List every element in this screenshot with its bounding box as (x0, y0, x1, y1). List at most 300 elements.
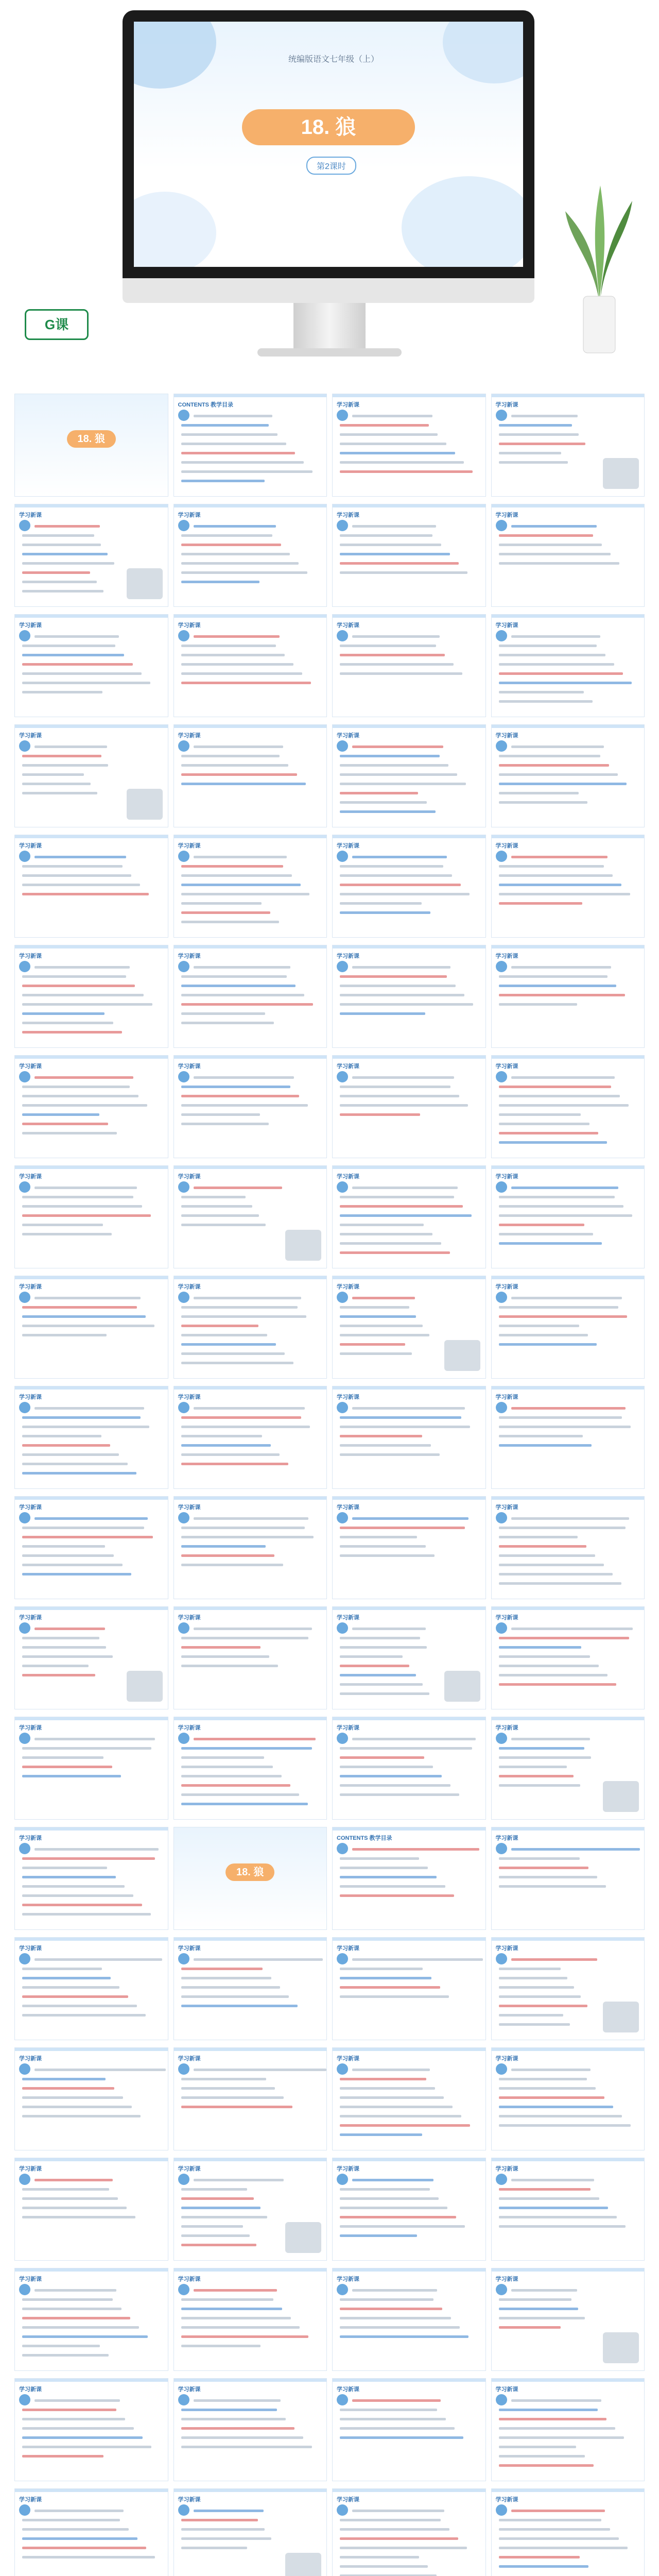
slide-text-line (22, 2216, 135, 2218)
slide-text-line (181, 2225, 243, 2228)
slide-text-line (181, 975, 287, 978)
slide-bullet-icon (19, 961, 30, 972)
slide-thumbnail[interactable] (14, 2268, 168, 2371)
slide-text-line (499, 2326, 561, 2329)
slide-text-line (181, 2427, 294, 2430)
slide-text-line (511, 2289, 577, 2292)
slide-thumbnail[interactable] (14, 2047, 168, 2150)
slide-thumbnail[interactable] (491, 614, 645, 717)
slide-text-line (340, 1095, 459, 1097)
slide-text-line (499, 1554, 595, 1557)
slide-text-line (22, 1214, 151, 1217)
slide-text-line (181, 1803, 308, 1805)
slide-text-line (511, 2069, 591, 2071)
slide-text-line (499, 1857, 580, 1860)
slide-text-line (499, 1444, 592, 1447)
slide-text-line (194, 525, 276, 528)
slide-text-line (499, 1205, 623, 1208)
slide-text-line (22, 1104, 147, 1107)
slide-bullet-icon (496, 1512, 507, 1523)
slide-text-line (22, 1536, 153, 1538)
slide-text-line (340, 1857, 419, 1860)
slide-text-line (352, 2179, 433, 2181)
slide-text-line (340, 2427, 455, 2430)
slide-section-label: 学习新课 (178, 622, 201, 629)
slide-thumbnail[interactable] (332, 1055, 486, 1158)
slide-text-line (340, 2298, 433, 2301)
slide-section-label: 学习新课 (495, 1394, 518, 1400)
slide-text-line (340, 792, 418, 794)
slide-thumbnail[interactable] (332, 1717, 486, 1820)
slide-thumbnail[interactable] (491, 2488, 645, 2576)
slide-text-line (22, 1205, 142, 1208)
slide-thumbnail[interactable] (491, 1165, 645, 1268)
slide-bullet-icon (178, 740, 189, 752)
slide-text-line (352, 1187, 458, 1189)
slide-text-line (22, 1564, 123, 1566)
slide-text-line (340, 911, 430, 914)
decor-blob (134, 192, 216, 267)
slide-text-line (340, 1683, 423, 1686)
slide-thumbnail[interactable] (14, 835, 168, 938)
slide-row (14, 2158, 645, 2261)
slide-text-line (181, 1453, 280, 1456)
slide-thumbnail[interactable] (174, 1717, 327, 1820)
slide-top-bar (492, 504, 645, 507)
slide-thumbnail[interactable] (14, 2488, 168, 2576)
slide-thumbnail[interactable] (332, 614, 486, 717)
slide-text-line (181, 902, 262, 905)
slide-text-line (340, 645, 436, 647)
slide-thumbnail[interactable] (332, 835, 486, 938)
slide-top-bar (333, 2489, 485, 2492)
slide-thumbnail[interactable] (174, 1496, 327, 1599)
slide-section-label: 学习新课 (178, 2497, 201, 2503)
slide-text-line (22, 764, 108, 767)
slide-text-line (22, 1766, 112, 1768)
slide-section-label: 学习新课 (495, 1504, 518, 1511)
slide-thumbnail[interactable] (14, 1496, 168, 1599)
slide-text-line (181, 1416, 301, 1419)
slide-section-label: 学习新课 (19, 1063, 42, 1070)
slide-section-label: 学习新课 (178, 1945, 201, 1952)
slide-text-line (340, 1637, 420, 1639)
slide-top-bar (333, 2379, 485, 2382)
slide-text-line (22, 2326, 139, 2329)
slide-thumbnail[interactable] (332, 394, 486, 497)
slide-thumbnail[interactable] (14, 394, 168, 497)
slide-text-line (340, 2197, 439, 2200)
slide-top-bar (492, 2379, 645, 2382)
slide-text-line (340, 1012, 425, 1015)
slide-illustration (285, 2553, 321, 2576)
slide-text-line (511, 1076, 615, 1079)
slide-text-line (22, 1894, 133, 1897)
slide-top-bar (492, 1166, 645, 1169)
slide-top-bar (15, 2379, 168, 2382)
slide-section-label: 学习新课 (19, 1945, 42, 1952)
slide-section-label: 学习新课 (495, 843, 518, 849)
slide-text-line (22, 1674, 95, 1676)
slide-text-line (181, 2308, 282, 2310)
slide-bullet-icon (19, 2394, 30, 2405)
slide-text-line (340, 562, 459, 565)
slide-text-line (194, 2179, 284, 2181)
slide-text-line (194, 635, 280, 638)
slide-text-line (181, 433, 278, 436)
slide-top-bar (15, 1386, 168, 1389)
slide-thumbnail[interactable] (332, 1165, 486, 1268)
slide-text-line (499, 1086, 611, 1088)
slide-text-line (22, 2455, 103, 2458)
slide-section-label: 学习新课 (495, 1174, 518, 1180)
slide-thumbnail[interactable] (491, 2047, 645, 2150)
slide-text-line (194, 1076, 294, 1079)
slide-text-line (22, 792, 97, 794)
slide-text-line (511, 745, 604, 748)
slide-text-line (22, 2556, 155, 2558)
slide-text-line (340, 755, 440, 757)
slide-text-line (22, 2005, 137, 2007)
slide-thumbnail[interactable] (14, 2378, 168, 2481)
slide-text-line (181, 2528, 265, 2531)
slide-text-line (340, 994, 464, 996)
slide-row (14, 504, 645, 607)
slide-thumbnail[interactable] (14, 2158, 168, 2261)
slide-text-line (181, 1214, 259, 1217)
slide-text-line (499, 1325, 579, 1327)
slide-section-label: 学习新课 (19, 1725, 42, 1731)
slide-text-line (340, 1977, 431, 1979)
slide-thumbnail[interactable] (174, 394, 327, 497)
slide-text-line (499, 2197, 599, 2200)
slide-bullet-icon (19, 740, 30, 752)
slide-text-line (499, 1995, 581, 1998)
slide-thumbnail[interactable] (174, 1165, 327, 1268)
slide-text-line (511, 1187, 618, 1189)
slide-thumbnail[interactable] (14, 724, 168, 827)
slide-row (14, 2488, 645, 2576)
slide-text-line (181, 1536, 314, 1538)
slide-bullet-icon (178, 1181, 189, 1193)
slide-section-label: 学习新课 (337, 2497, 359, 2503)
slide-text-line (22, 1904, 142, 1906)
slide-text-line (352, 2069, 430, 2071)
slide-text-line (499, 562, 619, 565)
slide-top-bar (174, 1497, 327, 1500)
slide-top-bar (15, 1717, 168, 1720)
slide-text-line (511, 525, 597, 528)
slide-top-bar (174, 1276, 327, 1279)
slide-thumbnail[interactable] (332, 2047, 486, 2150)
slide-bullet-icon (19, 1402, 30, 1413)
slide-thumbnail[interactable] (174, 2488, 327, 2576)
slide-text-line (340, 1453, 440, 1456)
slide-text-line (340, 1747, 472, 1750)
slide-text-line (511, 966, 611, 969)
slide-text-line (340, 783, 466, 785)
slide-bullet-icon (496, 520, 507, 531)
slide-text-line (499, 994, 625, 996)
slide-text-line (181, 1775, 282, 1777)
slide-text-line (22, 2317, 130, 2319)
slide-text-line (181, 2326, 300, 2329)
slide-text-line (340, 1655, 403, 1658)
slide-thumbnail[interactable] (491, 724, 645, 827)
slide-thumbnail[interactable] (332, 1606, 486, 1709)
slide-section-label: 学习新课 (495, 2276, 518, 2282)
slide-thumbnail[interactable] (174, 1606, 327, 1709)
slide-text-line (181, 2234, 250, 2237)
slide-text-line (181, 985, 296, 987)
slide-text-line (34, 1848, 159, 1851)
slide-thumbnail[interactable] (332, 1386, 486, 1489)
slide-thumbnail[interactable] (332, 2268, 486, 2371)
slide-thumbnail[interactable] (332, 1276, 486, 1379)
slide-thumbnail[interactable] (14, 1165, 168, 1268)
slide-top-bar (174, 615, 327, 618)
slide-section-label: 学习新课 (19, 1394, 42, 1400)
slide-text-line (22, 2096, 123, 2099)
slide-text-line (352, 1738, 476, 1740)
slide-text-line (352, 1848, 479, 1851)
slide-thumbnail[interactable] (332, 2378, 486, 2481)
slide-thumbnail[interactable] (174, 504, 327, 607)
slide-text-line (181, 1756, 264, 1759)
slide-thumbnail[interactable] (174, 614, 327, 717)
slide-text-line (181, 571, 307, 574)
slide-thumbnail[interactable] (14, 945, 168, 1048)
slide-text-line (499, 2537, 619, 2540)
slide-text-line (499, 2207, 608, 2209)
slide-thumbnail[interactable] (491, 504, 645, 607)
slide-bullet-icon (178, 2504, 189, 2516)
slide-top-bar (15, 2158, 168, 2161)
slide-section-label: 学习新课 (337, 1284, 359, 1290)
slide-thumbnail[interactable] (174, 2047, 327, 2150)
slide-text-line (181, 1113, 260, 1116)
slide-thumbnail[interactable] (332, 945, 486, 1048)
slide-text-line (22, 2207, 127, 2209)
slide-text-line (340, 1885, 445, 1888)
slide-thumbnail[interactable] (174, 1055, 327, 1158)
slide-thumbnail[interactable] (332, 504, 486, 607)
slide-thumbnail[interactable] (174, 2158, 327, 2261)
slide-bullet-icon (496, 1402, 507, 1413)
slide-text-line (499, 874, 613, 877)
slide-thumbnail[interactable] (491, 1276, 645, 1379)
slide-text-line (181, 534, 272, 537)
slide-thumbnail[interactable] (174, 1937, 327, 2040)
slide-top-bar (333, 1497, 485, 1500)
slide-text-line (22, 645, 115, 647)
slide-text-line (499, 2519, 601, 2521)
slide-text-line (181, 1435, 262, 1437)
slide-illustration (603, 2332, 639, 2363)
slide-section-label: CONTENTS 教学目录 (337, 1835, 392, 1841)
slide-bullet-icon (496, 1843, 507, 1854)
slide-text-line (340, 1242, 441, 1245)
slide-thumbnail[interactable] (174, 2378, 327, 2481)
slide-text-line (22, 2197, 118, 2200)
slide-thumbnail[interactable] (332, 1496, 486, 1599)
slide-top-bar (15, 1938, 168, 1941)
slide-thumbnail[interactable] (332, 2158, 486, 2261)
slide-top-bar (15, 2268, 168, 2272)
slide-thumbnail[interactable] (332, 1827, 486, 1930)
slide-thumbnail[interactable] (332, 724, 486, 827)
slide-thumbnail[interactable] (14, 1276, 168, 1379)
slide-section-label: 学习新课 (337, 512, 359, 518)
slide-thumbnail[interactable] (491, 2268, 645, 2371)
slide-section-label: 学习新课 (495, 2166, 518, 2172)
slide-thumbnail[interactable] (491, 1606, 645, 1709)
slide-thumbnail[interactable] (174, 2268, 327, 2371)
slide-thumbnail[interactable] (14, 614, 168, 717)
slide-top-bar (492, 2268, 645, 2272)
slide-text-line (22, 1132, 117, 1134)
slide-text-line (499, 783, 627, 785)
slide-text-line (181, 2317, 291, 2319)
slide-top-bar (333, 394, 485, 397)
slide-text-line (194, 2289, 277, 2292)
slide-thumbnail[interactable] (174, 1276, 327, 1379)
slide-thumbnail[interactable] (14, 1937, 168, 2040)
slide-text-line (340, 2335, 469, 2338)
slide-text-line (22, 672, 142, 675)
slide-text-line (352, 1958, 483, 1961)
slide-thumbnail[interactable] (14, 1827, 168, 1930)
slide-text-line (22, 1876, 116, 1878)
slide-bullet-icon (337, 2063, 348, 2075)
slide-bullet-icon (178, 2174, 189, 2185)
slide-text-line (22, 1086, 130, 1088)
slide-thumbnail[interactable] (491, 2158, 645, 2261)
slide-bullet-icon (337, 1953, 348, 1964)
cover-subtitle: 统编版语文七年级（上） (288, 55, 379, 64)
slide-illustration (603, 2002, 639, 2032)
slide-thumbnail[interactable] (14, 1055, 168, 1158)
slide-thumbnail[interactable] (174, 724, 327, 827)
slide-text-line (340, 654, 445, 656)
slide-top-bar (174, 945, 327, 948)
slide-text-line (22, 1986, 119, 1989)
slide-text-line (511, 1407, 626, 1410)
slide-thumbnail[interactable] (491, 1386, 645, 1489)
slide-text-line (34, 525, 100, 528)
slide-text-line (22, 1995, 128, 1998)
slide-thumbnail[interactable] (174, 835, 327, 938)
slide-text-line (181, 1315, 306, 1318)
slide-top-bar (492, 1386, 645, 1389)
slide-text-line (181, 1123, 269, 1125)
slide-thumbnail[interactable] (174, 1386, 327, 1489)
slide-text-line (340, 1876, 437, 1878)
slide-text-line (181, 2409, 277, 2411)
slide-text-line (511, 1848, 640, 1851)
slide-thumbnail[interactable] (174, 1827, 327, 1930)
slide-text-line (22, 2115, 141, 2117)
slide-text-line (499, 1747, 584, 1750)
slide-text-line (499, 682, 632, 684)
slide-thumbnail[interactable] (491, 1937, 645, 2040)
slide-text-line (499, 2464, 594, 2467)
slide-thumbnail[interactable] (491, 835, 645, 938)
slide-thumbnail[interactable] (491, 945, 645, 1048)
slide-section-label: 学习新课 (178, 512, 201, 518)
slide-thumbnail[interactable] (491, 1055, 645, 1158)
slide-text-line (22, 2418, 125, 2420)
slide-thumbnail[interactable] (14, 1386, 168, 1489)
slide-thumbnail[interactable] (332, 2488, 486, 2576)
slide-text-line (22, 2298, 113, 2301)
slide-thumbnail[interactable] (491, 1717, 645, 1820)
slide-text-line (22, 1463, 128, 1465)
slide-bullet-icon (178, 1512, 189, 1523)
slide-top-bar (333, 1607, 485, 1610)
slide-text-line (22, 581, 97, 583)
slide-text-line (194, 2069, 326, 2071)
slide-top-bar (492, 1938, 645, 1941)
slide-text-line (194, 1187, 282, 1189)
slide-text-line (340, 1251, 450, 1254)
slide-text-line (22, 2528, 129, 2531)
slide-text-line (499, 2115, 622, 2117)
slide-text-line (499, 2565, 588, 2568)
slide-bullet-icon (19, 1512, 30, 1523)
slide-section-label: 学习新课 (178, 1174, 201, 1180)
slide-text-line (499, 645, 597, 647)
slide-thumbnail[interactable] (491, 394, 645, 497)
slide-thumbnail[interactable] (14, 1606, 168, 1709)
slide-top-bar (333, 504, 485, 507)
slide-text-line (340, 2087, 435, 2090)
slide-text-line (499, 1775, 574, 1777)
slide-text-line (499, 2455, 585, 2458)
slide-text-line (22, 1913, 151, 1916)
slide-text-line (511, 856, 608, 858)
slide-top-bar (174, 1938, 327, 1941)
slide-section-label: 学习新课 (19, 1504, 42, 1511)
slide-text-line (499, 902, 582, 905)
slide-thumbnail[interactable] (174, 945, 327, 1048)
slide-section-label: 学习新课 (19, 1284, 42, 1290)
slide-thumbnail[interactable] (332, 1937, 486, 2040)
slide-section-label: 学习新课 (337, 1945, 359, 1952)
slide-text-line (340, 1196, 454, 1198)
slide-text-line (340, 2188, 430, 2191)
slide-text-line (340, 2528, 449, 2531)
slide-text-line (499, 1582, 621, 1585)
slide-section-label: 学习新课 (337, 1063, 359, 1070)
slide-text-line (340, 2106, 453, 2108)
slide-text-line (22, 2087, 114, 2090)
slide-thumbnail[interactable] (491, 2378, 645, 2481)
slide-thumbnail[interactable] (14, 1717, 168, 1820)
slide-text-line (340, 2537, 458, 2540)
slide-row (14, 1717, 645, 1820)
slide-section-label: 学习新课 (337, 1394, 359, 1400)
slide-bullet-icon (19, 2504, 30, 2516)
slide-thumbnail[interactable] (14, 504, 168, 607)
slide-top-bar (492, 1497, 645, 1500)
slide-section-label: 学习新课 (337, 622, 359, 629)
slide-section-label: 学习新课 (178, 1284, 201, 1290)
slide-thumbnail[interactable] (491, 1827, 645, 1930)
slide-row (14, 835, 645, 938)
slide-thumbnail[interactable] (491, 1496, 645, 1599)
slide-text-line (34, 1297, 141, 1299)
